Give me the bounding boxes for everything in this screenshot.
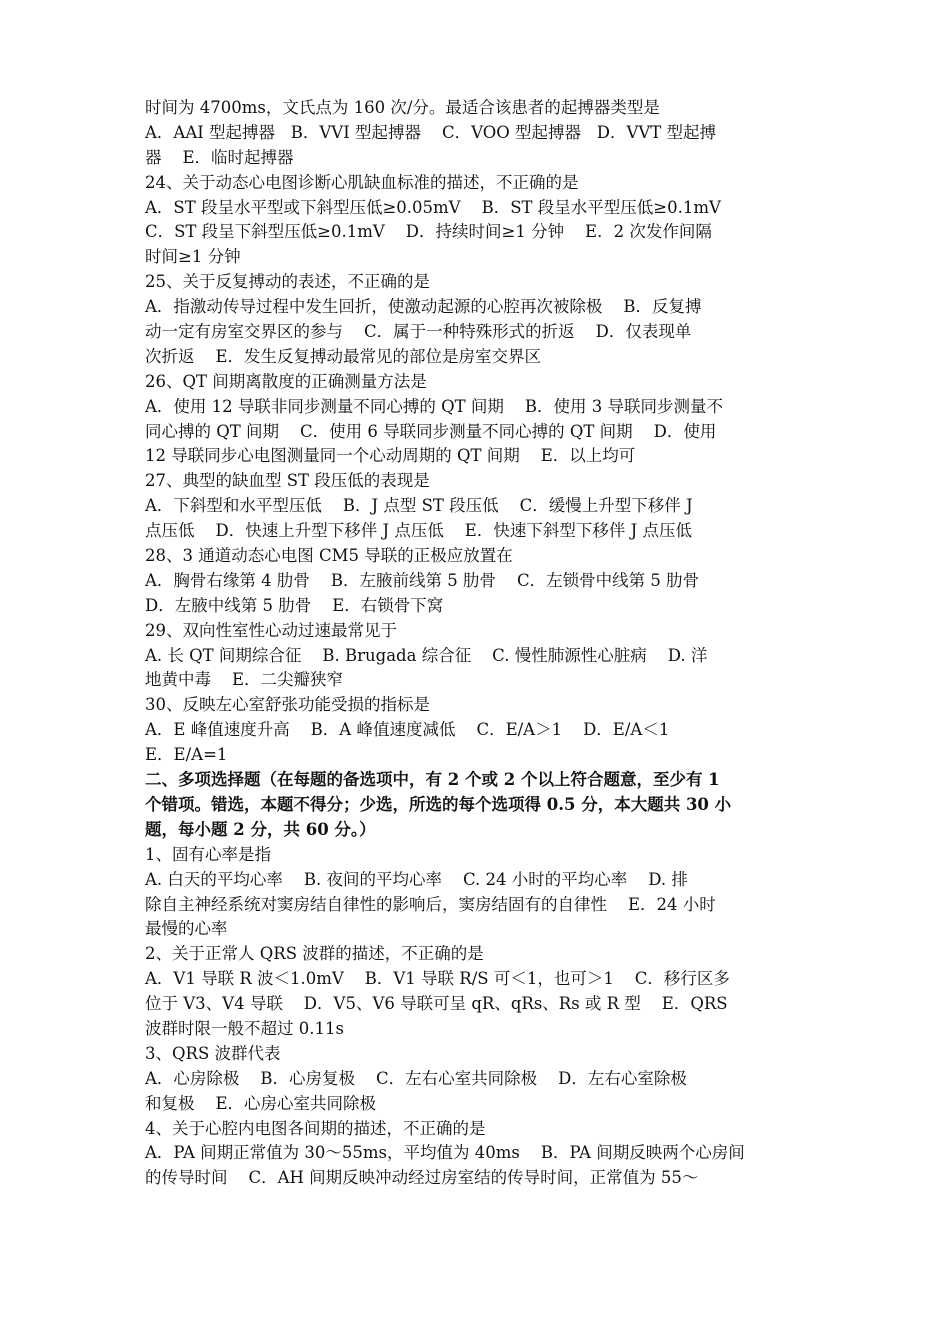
text-line: A．E 峰值速度升高 B．A 峰值速度减低 C．E/A＞1 D．E/A＜1 bbox=[145, 720, 670, 740]
text-line: 器 E．临时起搏器 bbox=[145, 147, 294, 167]
text-line: 同心搏的 QT 间期 C．使用 6 导联同步测量不同心搏的 QT 间期 D．使用 bbox=[145, 421, 717, 441]
text-line: 的传导时间 C．AH 间期反映冲动经过房室结的传导时间，正常值为 55～ bbox=[145, 1168, 699, 1188]
document-body bbox=[145, 96, 810, 1191]
text-line: 和复极 E．心房心室共同除极 bbox=[145, 1093, 377, 1113]
section-heading-line: 题，每小题 2 分，共 60 分。） bbox=[145, 819, 376, 839]
text-line: 波群时限一般不超过 0.11s bbox=[145, 1018, 344, 1038]
text-line: 12 导联同步心电图测量同一个心动周期的 QT 间期 E．以上均可 bbox=[145, 446, 636, 466]
section-heading-line: 二、多项选择题（在每题的备选项中，有 2 个或 2 个以上符合题意，至少有 1 bbox=[145, 770, 720, 790]
text-line: 时间为 4700ms，文氏点为 160 次/分。最适合该患者的起搏器类型是 bbox=[145, 98, 660, 117]
text-line: D．左腋中线第 5 肋骨 E．右锁骨下窝 bbox=[145, 595, 444, 615]
text-line: A．胸骨右缘第 4 肋骨 B．左腋前线第 5 肋骨 C．左锁骨中线第 5 肋骨 bbox=[145, 570, 700, 590]
text-line: 24、关于动态心电图诊断心肌缺血标准的描述，不正确的是 bbox=[145, 172, 579, 192]
text-line: A．AAI 型起搏器 B．VVI 型起搏器 C．VOO 型起搏器 D．VVT 型起搏 bbox=[145, 122, 717, 142]
text-line: 动一定有房室交界区的参与 C．属于一种特殊形式的折返 D．仅表现单 bbox=[145, 322, 692, 342]
text-line: 点压低 D．快速上升型下移伴 J 点压低 E．快速下斜型下移伴 J 点压低 bbox=[145, 521, 692, 541]
text-line: A．使用 12 导联非同步测量不同心搏的 QT 间期 B．使用 3 导联同步测量不 bbox=[145, 396, 724, 416]
text-line: A．心房除极 B．心房复极 C．左右心室共同除极 D．左右心室除极 bbox=[145, 1068, 687, 1088]
text-line: 30、反映左心室舒张功能受损的指标是 bbox=[145, 695, 430, 715]
text-line: 2、关于正常人 QRS 波群的描述，不正确的是 bbox=[145, 944, 484, 964]
text-line: A. 白天的平均心率 B. 夜间的平均心率 C. 24 小时的平均心率 D. 排 bbox=[145, 869, 688, 889]
text-line: E．E/A=1 bbox=[145, 745, 228, 765]
text-line: 3、QRS 波群代表 bbox=[145, 1043, 281, 1063]
section-heading-line: 个错项。错选，本题不得分；少选，所选的每个选项得 0.5 分，本大题共 30 小 bbox=[145, 794, 732, 814]
text-line: A．指激动传导过程中发生回折，使激动起源的心腔再次被除极 B．反复搏 bbox=[145, 297, 702, 317]
text-line: 除自主神经系统对窦房结自律性的影响后，窦房结固有的自律性 E．24 小时 bbox=[145, 894, 716, 914]
text-line: A. 长 QT 间期综合征 B. Brugada 综合征 C. 慢性肺源性心脏病 D. 洋 bbox=[145, 645, 708, 665]
text-line: A．ST 段呈水平型或下斜型压低≥0.05mV B．ST 段呈水平型压低≥0.1mV bbox=[145, 197, 721, 217]
text-line: 27、典型的缺血型 ST 段压低的表现是 bbox=[145, 471, 430, 491]
text-line: C．ST 段呈下斜型压低≥0.1mV D．持续时间≥1 分钟 E．2 次发作间隔 bbox=[145, 222, 712, 242]
text-line: 时间≥1 分钟 bbox=[145, 247, 241, 267]
text-line: 最慢的心率 bbox=[145, 919, 228, 939]
text-line: 地黄中毒 E．二尖瓣狭窄 bbox=[145, 670, 344, 690]
text-line: A．V1 导联 R 波＜1.0mV B．V1 导联 R/S 可＜1，也可＞1 C．移行区多 bbox=[145, 969, 730, 989]
text-line: 25、关于反复搏动的表述，不正确的是 bbox=[145, 272, 430, 292]
text-line: 1、固有心率是指 bbox=[145, 844, 271, 864]
text-line: 28、3 通道动态心电图 CM5 导联的正极应放置在 bbox=[145, 546, 513, 566]
text-line: A．下斜型和水平型压低 B．J 点型 ST 段压低 C．缓慢上升型下移伴 J bbox=[145, 496, 693, 516]
text-line: A．PA 间期正常值为 30～55ms，平均值为 40ms B．PA 间期反映两个心房间 bbox=[145, 1143, 745, 1163]
text-line: 29、双向性室性心动过速最常见于 bbox=[145, 620, 397, 640]
text-line: 4、关于心腔内电图各间期的描述，不正确的是 bbox=[145, 1118, 486, 1138]
text-line: 次折返 E．发生反复搏动最常见的部位是房室交界区 bbox=[145, 346, 542, 366]
text-line: 26、QT 间期离散度的正确测量方法是 bbox=[145, 371, 427, 391]
text-line: 位于 V3、V4 导联 D．V5、V6 导联可呈 qR、qRs、Rs 或 R 型 E．QRS bbox=[145, 994, 728, 1014]
